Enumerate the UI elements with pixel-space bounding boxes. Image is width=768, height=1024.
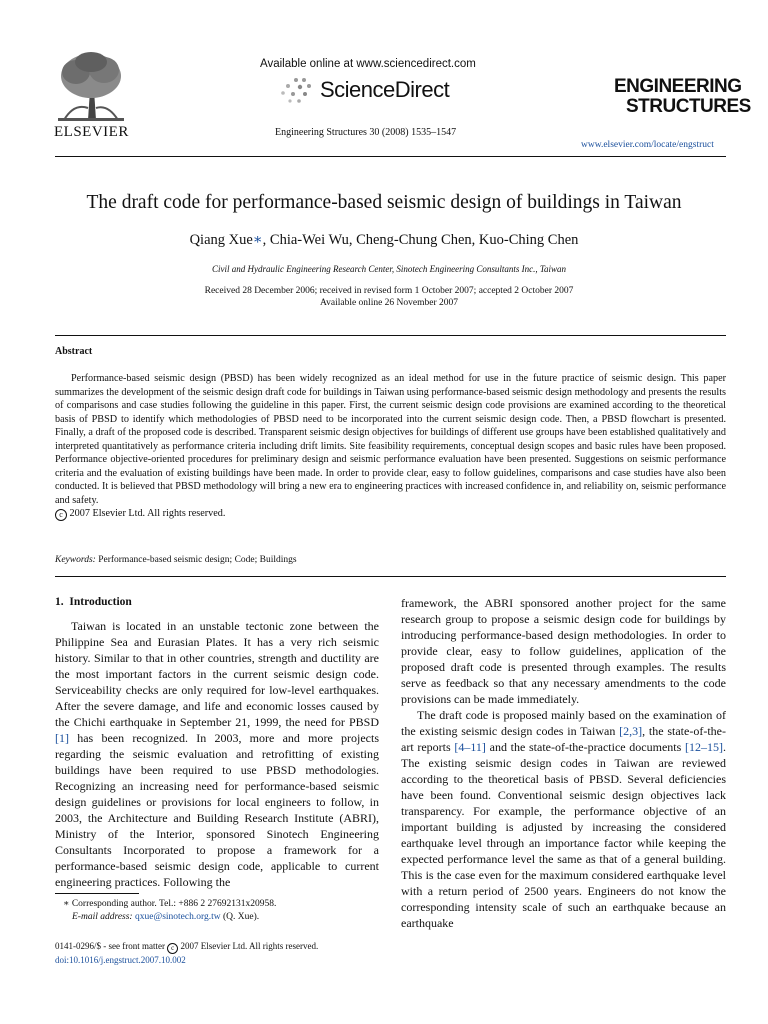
author-line xyxy=(0,232,768,249)
author-rest: , Chia-Wei Wu, Cheng-Chung Chen, Kuo-Ching Chen xyxy=(262,232,579,248)
sciencedirect-dots-icon xyxy=(276,76,316,106)
available-online-date: Available online 26 November 2007 xyxy=(319,298,459,308)
abstract-copyright-text: 2007 Elsevier Ltd. All rights reserved. xyxy=(69,508,226,519)
footer-copyright-text: 2007 Elsevier Ltd. All rights reserved. xyxy=(180,941,319,951)
header-divider xyxy=(55,156,726,157)
journal-logo-line2: STRUCTURES xyxy=(626,96,751,117)
affiliation: Civil and Hydraulic Engineering Research Center, Sinotech Engineering Consultants Inc., Taiwan xyxy=(211,264,567,274)
email-label: E-mail address: xyxy=(72,912,133,922)
sciencedirect-logo xyxy=(276,76,476,106)
abstract-text: Performance-based seismic design (PBSD) has been widely recognized as an ideal method for use in the future practice of seismic design. This paper summarizes the development of the seismic design draft code for buildings in Taiwan using performance-based seismic design methodology and presents the results of comparisons and case studies following the guideline in this paper. First, the current seismic design code provisions are examined according to the theoretical basis of PBSD to identify which methodologies of PBSD need to be incorporated into the current seismic design code. Then, a PBSD flowchart is presented. Finally, a draft of the proposed code is described. Transparent seismic design objectives for buildings of different use groups have been established qualitatively and interpreted quantitatively as performance criteria including drift limits. Site feasibility requirements, conceptual design scopes and basic rules have been proposed. Performance objective-oriented procedures for preliminary design and seismic performance evaluation have been presented. Suggestions on seismic performance criteria and the evaluation of existing buildings have been made. In order to provide clear, easy to follow guidelines, comparisons and case studies have also been conducted. It is believed that PBSD methodology will bring a new era to engineering practices with increased confidence in, and reliability on, seismic performance and safety. xyxy=(55,373,726,506)
copyright-symbol-icon: c xyxy=(55,509,67,521)
elsevier-tree-logo xyxy=(54,48,128,124)
right-column xyxy=(401,595,726,931)
left-column xyxy=(55,618,379,890)
intro-paragraph-1: Taiwan is located in an unstable tectonic zone between the Philippine Sea and Eurasian Plates. It has a very rich seismic history. Similar to that in other countries, strength and ductility are the most important factors in the current seismic design code. Serviceability checks are only required for low-level earthquakes. After the severe damage, and life and economic losses caused by the Chichi earthquake in September 21, 1999, the need for PBSD [1] has been recognized. In 2003, more and more projects regarding the seismic evaluation and retrofitting of existing buildings have been required to use PBSD methodologies. Recognizing an increasing need for performance-based seismic design guidelines or provisions for local engineers to follow, in 2003, the Architecture and Building Research Institute (ABRI), Ministry of the Interior, sponsored Sinotech Engineering Consultants Incorporated to propose a framework for a performance-based seismic design code, applicable to current engineering practices. Following the xyxy=(55,619,379,889)
footnote-corresponding xyxy=(63,898,276,911)
footnote-corresponding-text: Corresponding author. Tel.: +886 2 27692131x20958. xyxy=(71,899,277,909)
corresponding-author-mark[interactable]: ∗ xyxy=(252,232,263,248)
article-dates: Received 28 December 2006; received in revised form 1 October 2007; accepted 2 October 2007 xyxy=(204,286,574,296)
email-suffix: (Q. Xue). xyxy=(222,912,260,922)
journal-logo xyxy=(614,76,751,117)
footer-copyright-symbol-icon: c xyxy=(167,943,178,954)
journal-citation: Engineering Structures 30 (2008) 1535–1547 xyxy=(275,127,457,138)
citation-link-2-3[interactable]: [2,3] xyxy=(619,724,643,738)
email-link[interactable]: qxue@sinotech.org.tw xyxy=(134,912,221,922)
intro-heading: 1. Introduction xyxy=(55,596,132,608)
abstract-top-rule xyxy=(55,335,726,336)
keywords-line xyxy=(55,555,297,565)
intro-paragraph-2: framework, the ABRI sponsored another project for the same research group to propose a seismic design code for buildings by introducing performance-based design methodologies. In order to provide clear, easy to follow guidelines, application of the proposed draft code is presented through examples. The results serve as feedback so that any necessary amendments to the code provisions can be made immediately. xyxy=(401,596,726,706)
abstract-heading: Abstract xyxy=(55,346,93,357)
citation-link-1[interactable]: [1] xyxy=(55,731,69,745)
footnote-mark: ∗ xyxy=(63,899,70,909)
intro-paragraph-3: The draft code is proposed mainly based on the examination of the existing seismic design codes in Taiwan [2,3], the state-of-the-art reports [4–11] and the state-of-the-practice documents [12–15]. The existing seismic design codes in Taiwan are reviewed according to the theoretical basis of PBSD. Several deficiencies have been found. Conventional seismic design objectives lack transparency. For example, the performance objective of an important building is adjusted by increasing the considered earthquake level through an importance factor while keeping the expected performance level the same as that of a general building. This is the case even for the maximum considered earthquake level with a return period of 2500 years. Engineers do not know the corresponding intensity scale of such an earthquake because an earthquake xyxy=(401,708,726,930)
citation-link-4-11[interactable]: [4–11] xyxy=(454,740,486,754)
footer xyxy=(55,940,318,966)
publisher-name: ELSEVIER xyxy=(54,124,129,140)
available-online-text: Available online at www.sciencedirect.com xyxy=(260,58,476,70)
citation-link-12-15[interactable]: [12–15] xyxy=(684,740,723,754)
keywords-text: Performance-based seismic design; Code; Buildings xyxy=(98,555,297,565)
author-first: Qiang Xue xyxy=(189,232,253,248)
sciencedirect-wordmark: ScienceDirect xyxy=(320,77,450,102)
abstract-copyright xyxy=(55,507,726,521)
footer-issn-line xyxy=(55,940,318,954)
abstract-body xyxy=(55,372,726,521)
footnote-email xyxy=(63,911,276,924)
footnote-rule xyxy=(55,893,139,894)
footnote xyxy=(63,898,276,924)
journal-url-link[interactable]: www.elsevier.com/locate/engstruct xyxy=(581,140,714,150)
article-title: The draft code for performance-based seismic design of buildings in Taiwan xyxy=(86,192,682,213)
issn-text: 0141-0296/$ - see front matter xyxy=(55,941,165,951)
doi-link[interactable]: doi:10.1016/j.engstruct.2007.10.002 xyxy=(55,955,186,965)
abstract-bottom-rule xyxy=(55,576,726,577)
journal-logo-line1: ENGINEERING xyxy=(614,76,742,97)
keywords-label: Keywords: xyxy=(55,555,96,565)
